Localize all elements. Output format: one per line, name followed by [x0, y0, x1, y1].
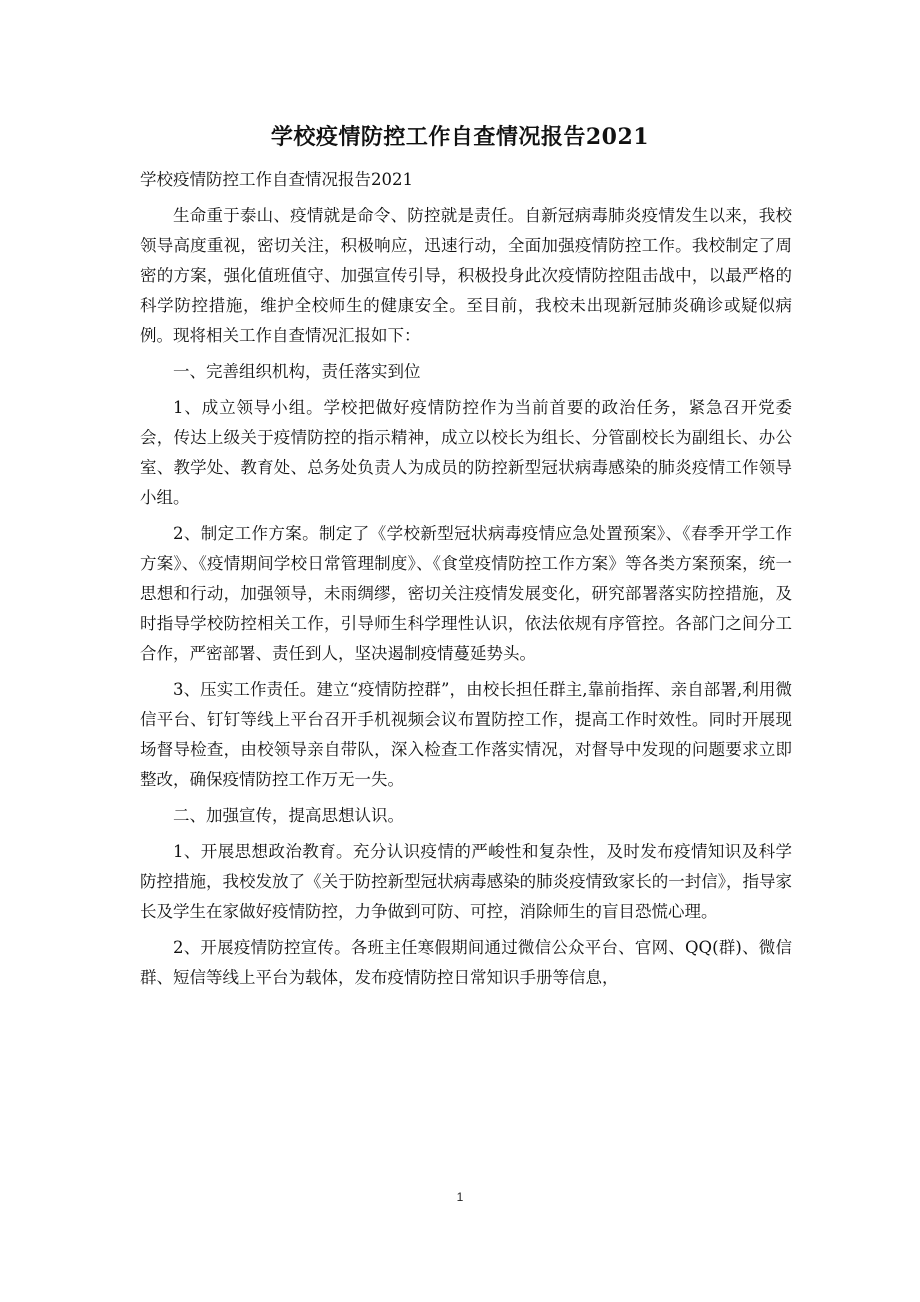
- section-heading-publicity: 二、加强宣传，提高思想认识。: [173, 806, 404, 825]
- paragraph-leadership-group: 1、成立领导小组。学校把做好疫情防控作为当前首要的政治任务，紧急召开党委会，传达上级关于疫情防控的指示精神，成立以校长为组长、分管副校长为副组长、办公室、教学处、教育处、总务处负责人为成员的防控新型冠状病毒感染的肺炎疫情工作领导小组。: [140, 398, 792, 507]
- document-body: [140, 165, 792, 993]
- paragraph-political-education: 1、开展思想政治教育。充分认识疫情的严峻性和复杂性，及时发布疫情知识及科学防控措施，我校发放了《关于防控新型冠状病毒感染的肺炎疫情致家长的一封信》，指导家长及学生在家做好疫情防控，力争做到可防、可控，消除师生的盲目恐慌心理。: [140, 842, 792, 921]
- paragraph-prevention-publicity: 2、开展疫情防控宣传。各班主任寒假期间通过微信公众平台、官网、QQ(群)、微信群、短信等线上平台为载体，发布疫情防控日常知识手册等信息，: [140, 938, 792, 987]
- page-number: 1: [456, 1190, 464, 1204]
- document-title: 学校疫情防控工作自查情况报告2021: [270, 124, 650, 150]
- section-heading-organization: 一、完善组织机构，责任落实到位: [173, 362, 421, 381]
- paragraph-responsibility: 3、压实工作责任。建立“疫情防控群”，由校长担任群主,靠前指挥、亲自部署,利用微信平台、钉钉等线上平台召开手机视频会议布置防控工作，提高工作时效性。同时开展现场督导检查，由校领导亲自带队，深入检查工作落实情况，对督导中发现的问题要求立即整改，确保疫情防控工作万无一失。: [140, 680, 792, 789]
- paragraph-intro: 生命重于泰山、疫情就是命令、防控就是责任。自新冠病毒肺炎疫情发生以来，我校领导高度重视，密切关注，积极响应，迅速行动，全面加强疫情防控工作。我校制定了周密的方案，强化值班值守、加强宣传引导，积极投身此次疫情防控阻击战中，以最严格的科学防控措施，维护全校师生的健康安全。至目前，我校未出现新冠肺炎确诊或疑似病例。现将相关工作自查情况汇报如下：: [140, 206, 792, 345]
- document-subtitle: 学校疫情防控工作自查情况报告2021: [140, 170, 413, 189]
- paragraph-work-plan: 2、制定工作方案。制定了《学校新型冠状病毒疫情应急处置预案》、《春季开学工作方案》、《疫情期间学校日常管理制度》、《食堂疫情防控工作方案》等各类方案预案，统一思想和行动，加强领导，未雨绸缪，密切关注疫情发展变化，研究部署落实防控措施，及时指导学校防控相关工作，引导师生科学理性认识，依法依规有序管控。各部门之间分工合作，严密部署、责任到人，坚决遏制疫情蔓延势头。: [140, 524, 792, 663]
